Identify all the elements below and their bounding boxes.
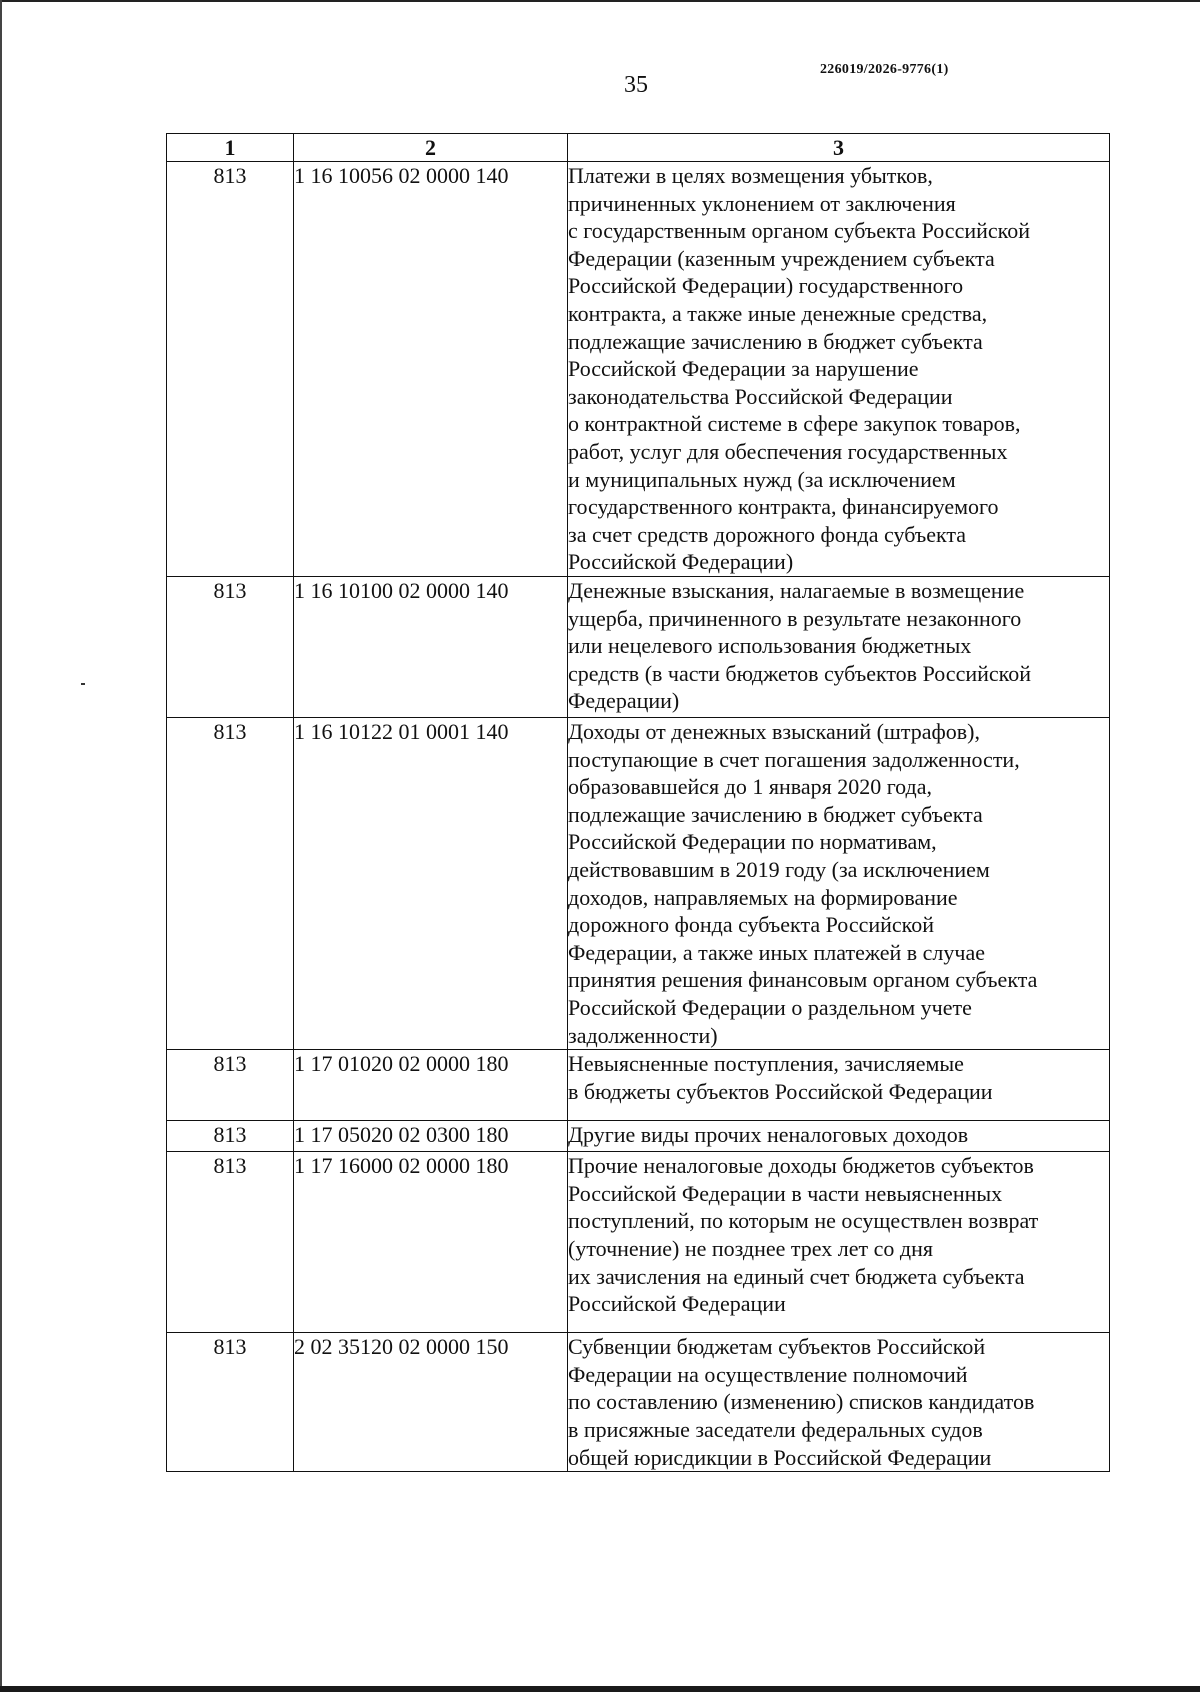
- admin-code-cell: 813: [167, 718, 294, 1050]
- admin-code-cell: 813: [167, 1333, 294, 1472]
- description-line: Федерации, а также иных платежей в случае: [568, 939, 986, 965]
- description-line: Российской Федерации за нарушение: [568, 356, 919, 382]
- description-line: в присяжные заседатели федеральных судов: [568, 1416, 983, 1442]
- description-line: с государственным органом субъекта Российской: [568, 218, 1030, 244]
- admin-code-cell: 813: [167, 1152, 294, 1333]
- budget-codes-table: [166, 133, 1110, 1472]
- description-line: доходов, направляемых на формирование: [568, 884, 958, 910]
- description-cell: [568, 1333, 1110, 1472]
- kbk-code-cell: 1 17 16000 02 0000 180: [294, 1152, 568, 1333]
- kbk-code-cell: 1 16 10122 01 0001 140: [294, 718, 568, 1050]
- description-line: Субвенции бюджетам субъектов Российской: [568, 1334, 986, 1360]
- kbk-code-cell: 2 02 35120 02 0000 150: [294, 1333, 568, 1472]
- page-number: 35: [624, 72, 648, 98]
- description-line: поступающие в счет погашения задолженности,: [568, 746, 1020, 772]
- description-line: ущерба, причиненного в результате незаконного: [568, 605, 1022, 631]
- admin-code-cell: 813: [167, 577, 294, 718]
- scan-border-top: [0, 0, 1200, 2]
- description-line: по составлению (изменению) списков кандидатов: [568, 1389, 1035, 1415]
- table-header-row: [167, 134, 1110, 162]
- description-line: работ, услуг для обеспечения государственных: [568, 438, 1008, 464]
- description-line: Невыясненные поступления, зачисляемые: [568, 1051, 964, 1077]
- kbk-code-cell: 1 16 10100 02 0000 140: [294, 577, 568, 718]
- description-line: или нецелевого использования бюджетных: [568, 633, 972, 659]
- description-line: Другие виды прочих неналоговых доходов: [568, 1122, 969, 1148]
- table-row: [167, 162, 1110, 577]
- description-line: в бюджеты субъектов Российской Федерации: [568, 1078, 993, 1104]
- kbk-code-cell: 1 16 10056 02 0000 140: [294, 162, 568, 577]
- description-line: контракта, а также иные денежные средства,: [568, 300, 988, 326]
- admin-code-cell: 813: [167, 162, 294, 577]
- description-line: их зачисления на единый счет бюджета субъекта: [568, 1263, 1025, 1289]
- description-line: о контрактной системе в сфере закупок товаров,: [568, 411, 1021, 437]
- description-cell: [568, 577, 1110, 718]
- column-header-2: 2: [294, 134, 568, 162]
- description-line: (уточнение) не позднее трех лет со дня: [568, 1235, 933, 1261]
- column-header-1: 1: [167, 134, 294, 162]
- description-line: Прочие неналоговые доходы бюджетов субъектов: [568, 1153, 1034, 1179]
- description-line: государственного контракта, финансируемого: [568, 494, 999, 520]
- description-line: Федерации (казенным учреждением субъекта: [568, 245, 995, 271]
- description-line: Российской Федерации: [568, 1291, 786, 1317]
- scan-artifact-mark: [81, 683, 85, 685]
- kbk-code-cell: 1 17 05020 02 0300 180: [294, 1121, 568, 1152]
- description-line: общей юрисдикции в Российской Федерации: [568, 1444, 992, 1470]
- description-line: законодательства Российской Федерации: [568, 383, 953, 409]
- description-line: причиненных уклонением от заключения: [568, 190, 956, 216]
- description-line: подлежащие зачислению в бюджет субъекта: [568, 801, 983, 827]
- description-line: поступлений, по которым не осуществлен возврат: [568, 1208, 1039, 1234]
- description-line: образовавшейся до 1 января 2020 года,: [568, 774, 932, 800]
- admin-code-cell: 813: [167, 1050, 294, 1121]
- table-row: [167, 1121, 1110, 1152]
- kbk-code-cell: 1 17 01020 02 0000 180: [294, 1050, 568, 1121]
- description-line: Российской Федерации) государственного: [568, 273, 964, 299]
- description-cell: [568, 1050, 1110, 1121]
- description-cell: [568, 1121, 1110, 1152]
- description-line: Российской Федерации по нормативам,: [568, 829, 937, 855]
- table-row: [167, 1050, 1110, 1121]
- description-line: подлежащие зачислению в бюджет субъекта: [568, 328, 983, 354]
- scan-border-bottom: [0, 1686, 1200, 1692]
- table-row: [167, 718, 1110, 1050]
- description-cell: [568, 718, 1110, 1050]
- description-cell: [568, 1152, 1110, 1333]
- description-line: Федерации на осуществление полномочий: [568, 1361, 968, 1387]
- description-line: средств (в части бюджетов субъектов Российской: [568, 660, 1031, 686]
- description-line: за счет средств дорожного фонда субъекта: [568, 521, 967, 547]
- description-line: Российской Федерации в части невыясненных: [568, 1180, 1003, 1206]
- description-line: Доходы от денежных взысканий (штрафов),: [568, 719, 980, 744]
- description-cell: [568, 162, 1110, 577]
- description-line: и муниципальных нужд (за исключением: [568, 466, 956, 492]
- table-row: [167, 1333, 1110, 1472]
- column-header-3: 3: [568, 134, 1110, 162]
- scan-border-left: [0, 0, 2, 1692]
- admin-code-cell: 813: [167, 1121, 294, 1152]
- description-line: принятия решения финансовым органом субъекта: [568, 967, 1038, 993]
- description-line: дорожного фонда субъекта Российской: [568, 912, 935, 938]
- description-line: задолженности): [568, 1022, 718, 1048]
- description-line: Денежные взыскания, налагаемые в возмещение: [568, 578, 1025, 603]
- description-line: Федерации): [568, 688, 680, 714]
- description-line: Российской Федерации): [568, 549, 794, 575]
- description-line: Российской Федерации о раздельном учете: [568, 994, 972, 1020]
- description-line: Платежи в целях возмещения убытков,: [568, 163, 933, 188]
- table-row: [167, 577, 1110, 718]
- table-row: [167, 1152, 1110, 1333]
- description-line: действовавшим в 2019 году (за исключением: [568, 856, 990, 882]
- document-registration-number: 226019/2026-9776(1): [820, 62, 949, 77]
